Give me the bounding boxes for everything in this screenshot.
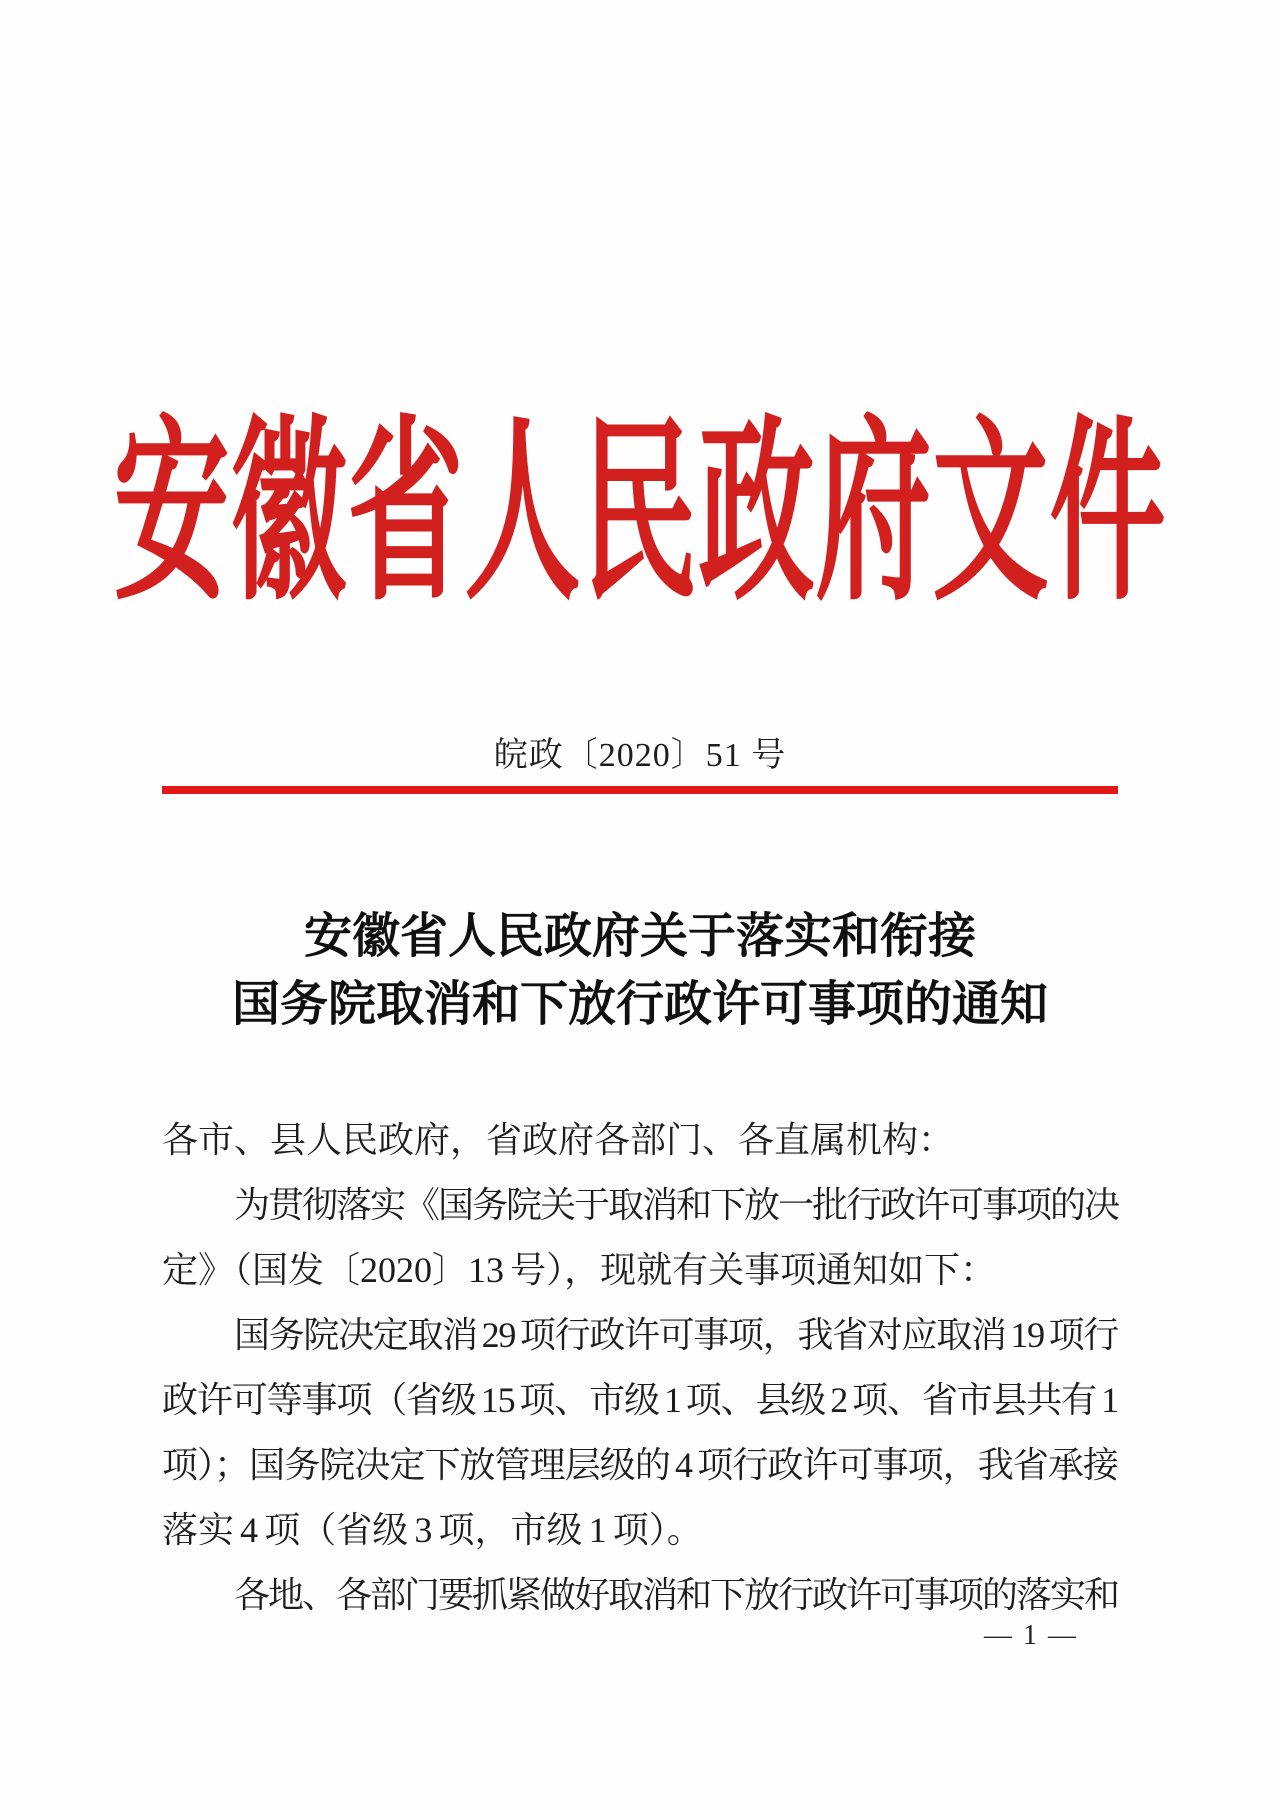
document-title-line-1: 安徽省人民政府关于落实和衔接 <box>303 910 976 963</box>
body-line-text: 政许可等事项（省级 15 项、市级 1 项、县级 2 项、省市县共有 1 <box>162 1380 1118 1420</box>
body-line-text: 项）；国务院决定下放管理层级的 4 项行政许可事项，我省承接 <box>162 1445 1118 1485</box>
document-title-line-2: 国务院取消和下放行政许可事项的通知 <box>231 978 1048 1031</box>
body-line-text: 国务院决定取消 29 项行政许可事项，我省对应取消 19 项行 <box>234 1315 1118 1355</box>
body-line <box>162 1108 1118 1173</box>
red-header-banner: 安徽省人民政府文件 <box>113 397 1167 629</box>
body-line <box>162 1238 1118 1303</box>
document-title <box>0 903 1280 1039</box>
body-line-text: 定》（国发〔2020〕13 号），现就有关事项通知如下： <box>162 1250 997 1290</box>
body-line-text: 为贯彻落实《国务院关于取消和下放一批行政许可事项的决 <box>234 1185 1118 1225</box>
body-line <box>162 1498 1118 1563</box>
body-line <box>162 1368 1118 1433</box>
body-line-text: 落实 4 项（省级 3 项，市级 1 项）。 <box>162 1510 703 1550</box>
body-line <box>162 1563 1118 1628</box>
body-line <box>162 1303 1118 1368</box>
red-divider-rule <box>162 786 1118 794</box>
document-number: 皖政〔2020〕51 号 <box>493 737 787 774</box>
body-line-text: 各市、县人民政府，省政府各部门、各直属机构： <box>162 1120 955 1160</box>
body-text <box>162 1108 1118 1628</box>
body-line <box>162 1173 1118 1238</box>
body-line-text: 各地、各部门要抓紧做好取消和下放行政许可事项的落实和 <box>234 1575 1118 1615</box>
page-number: — 1 — <box>984 1620 1078 1651</box>
body-line <box>162 1433 1118 1498</box>
